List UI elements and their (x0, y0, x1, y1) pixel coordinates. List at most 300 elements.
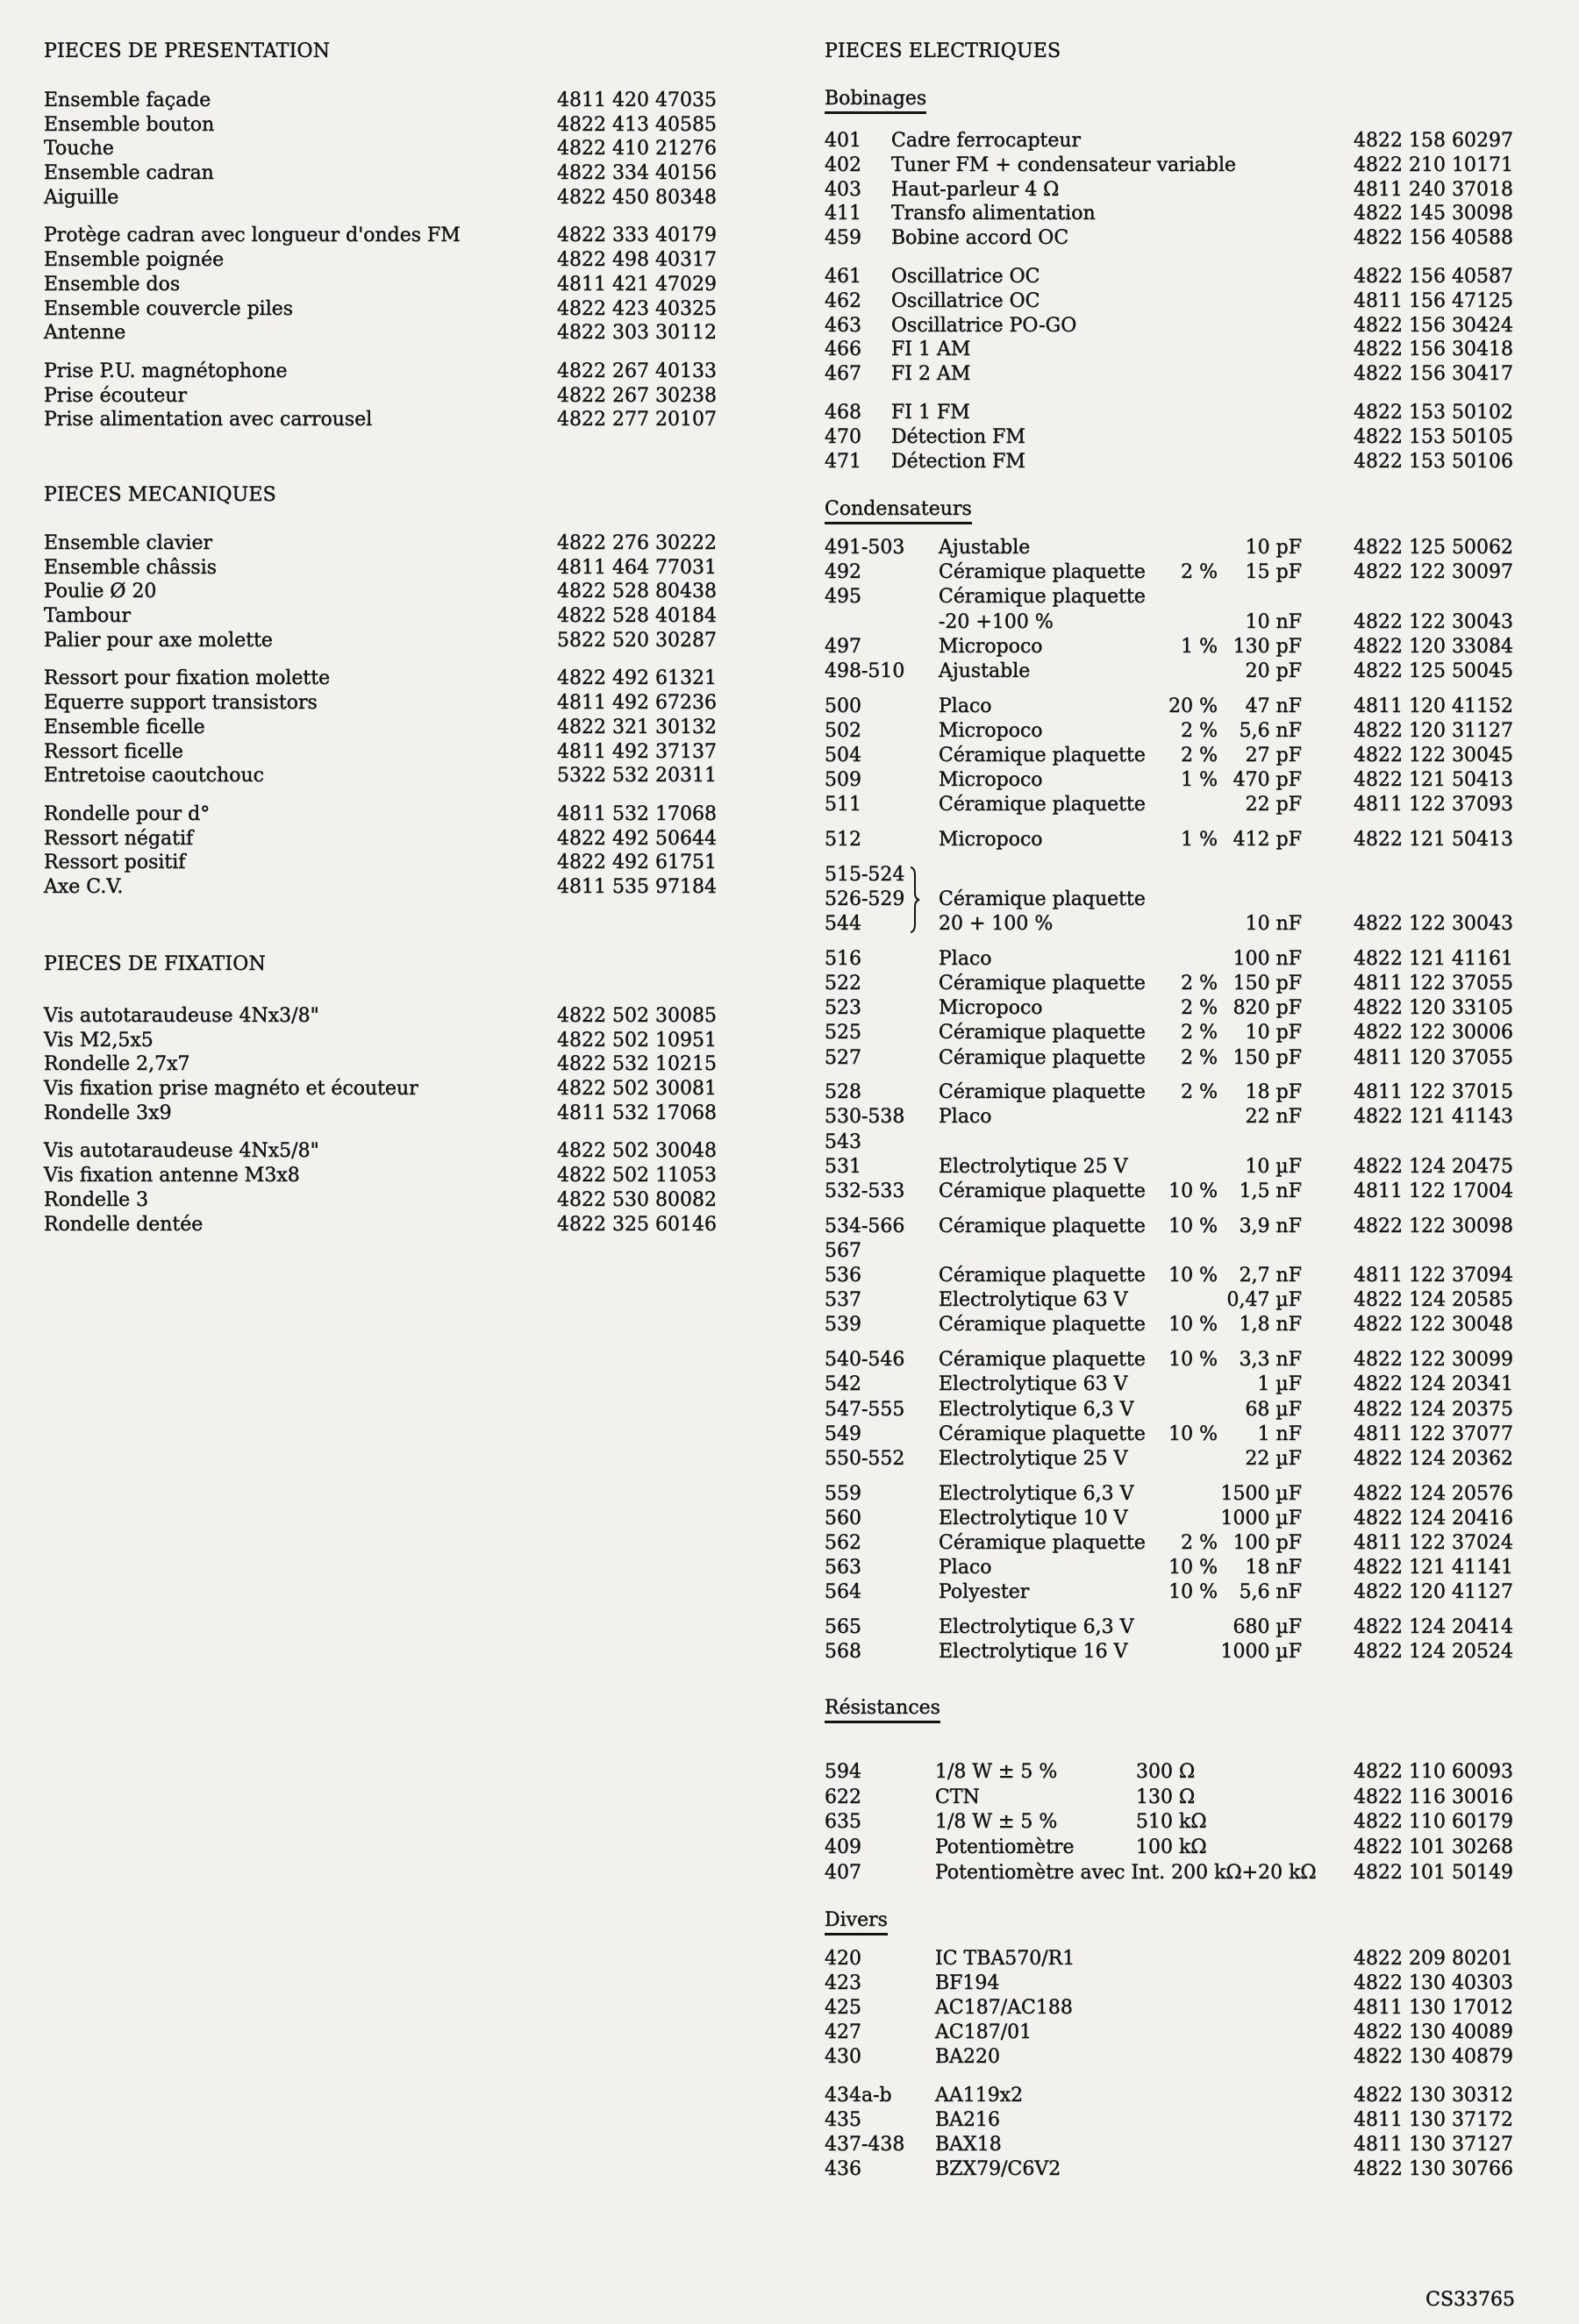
reference-number: 540-546 (825, 1349, 905, 1372)
part-description: Placo (939, 695, 992, 717)
part-description: Prise alimentation avec carrousel (44, 409, 373, 431)
part-row (825, 536, 1579, 560)
part-row (825, 719, 1579, 744)
part-row (44, 186, 763, 210)
parts-group (825, 1482, 1579, 1606)
reference-number: 437-438 (825, 2134, 905, 2156)
part-description: Prise P.U. magnétophone (44, 360, 288, 382)
tolerance: 10 % (1168, 1265, 1218, 1287)
part-row (44, 1164, 763, 1188)
part-description: Electrolytique 25 V (939, 1447, 1128, 1470)
part-number: 4811 130 37127 (1354, 2134, 1513, 2156)
value: 100 nF (1232, 947, 1302, 970)
part-number: 4822 124 20576 (1354, 1482, 1513, 1505)
part-description: Ajustable (939, 659, 1031, 682)
tolerance: 10 % (1168, 1314, 1218, 1337)
part-row (825, 1640, 1579, 1665)
part-description: Electrolytique 10 V (939, 1507, 1128, 1529)
value: 15 pF (1245, 561, 1302, 584)
parts-group (44, 1139, 763, 1237)
part-row (825, 401, 1579, 425)
presentation-parts-list (44, 89, 763, 432)
part-number: 4822 325 60146 (557, 1213, 717, 1236)
value: 1 nF (1257, 1422, 1302, 1445)
part-number: 4822 122 30045 (1354, 745, 1513, 766)
part-row (825, 1971, 1579, 1996)
fixation-parts-list (44, 1004, 763, 1237)
part-description: BA220 (935, 2046, 1001, 2068)
part-number: 4822 502 30085 (557, 1005, 717, 1027)
divers-parts-list (825, 1947, 1579, 2182)
reference-number: 471 (825, 450, 861, 473)
reference-number: 511 (825, 794, 861, 816)
part-row (825, 1947, 1579, 1971)
part-row (825, 793, 1579, 817)
part-number: 4822 410 21276 (557, 138, 717, 160)
part-description: Micropoco (939, 719, 1043, 742)
reference-number: 402 (825, 153, 861, 176)
part-row (44, 273, 763, 297)
part-row (825, 610, 1579, 635)
part-row (825, 2157, 1579, 2182)
part-row (825, 947, 1579, 972)
part-row (825, 1996, 1579, 2021)
tolerance: 10 % (1168, 1349, 1218, 1372)
tolerance: 2 % (1181, 973, 1218, 994)
part-number: 4822 158 60297 (1354, 130, 1513, 152)
tolerance: 2 % (1181, 719, 1218, 742)
section-title-fixation: PIECES DE FIXATION (44, 953, 266, 975)
part-row (825, 289, 1579, 314)
tolerance: 10 % (1168, 1180, 1218, 1202)
part-number: 4822 156 30417 (1354, 363, 1513, 386)
reference-number: 547-555 (825, 1398, 905, 1421)
part-description: Céramique plaquette (939, 1314, 1146, 1337)
part-description: Céramique plaquette (939, 1180, 1146, 1202)
part-number: 4822 124 20416 (1354, 1507, 1513, 1529)
tolerance: 10 % (1168, 1581, 1218, 1604)
reference-number: 498-510 (825, 659, 905, 682)
part-description: Potentiomètre avec Int. 200 kΩ+20 kΩ (935, 1861, 1317, 1884)
part-number: 4822 122 30048 (1354, 1314, 1513, 1337)
part-row (825, 1105, 1579, 1130)
part-number: 4822 277 20107 (557, 409, 717, 431)
tolerance: 2 % (1181, 1022, 1218, 1044)
part-row (825, 450, 1579, 474)
part-row (825, 1422, 1579, 1447)
part-row (825, 972, 1579, 996)
part-number: 4811 535 97184 (557, 875, 717, 898)
value: 3,3 nF (1239, 1349, 1302, 1372)
parts-group (44, 224, 763, 345)
reference-number: 504 (825, 745, 861, 766)
value: 18 nF (1245, 1557, 1302, 1579)
part-description: Céramique plaquette (939, 973, 1146, 994)
tolerance: 1 % (1181, 769, 1218, 792)
part-row (825, 362, 1579, 387)
part-number: 4822 110 60093 (1354, 1761, 1513, 1783)
part-description: Ensemble bouton (44, 113, 215, 136)
part-row (825, 659, 1579, 684)
part-number: 4822 333 40179 (557, 225, 717, 247)
part-number: 4822 124 20414 (1354, 1616, 1513, 1638)
part-number: 4822 502 30081 (557, 1078, 717, 1101)
part-number: 4822 156 40587 (1354, 265, 1513, 288)
value: 412 pF (1232, 829, 1302, 852)
reference-number: 534-566 (825, 1215, 905, 1237)
parts-group (825, 1080, 1579, 1204)
parts-group (825, 2084, 1579, 2182)
parts-group (825, 828, 1579, 852)
part-number: 4822 116 30016 (1354, 1786, 1513, 1808)
parts-group (44, 89, 763, 210)
part-row (825, 338, 1579, 362)
reference-number: 509 (825, 769, 861, 792)
part-number: 4822 153 50102 (1354, 401, 1513, 424)
parts-group (44, 360, 763, 432)
part-description: Vis fixation prise magnéto et écouteur (44, 1078, 418, 1101)
reference-number: 559 (825, 1482, 861, 1505)
part-row (825, 1398, 1579, 1422)
value: 68 µF (1245, 1398, 1302, 1421)
part-row (825, 1810, 1579, 1836)
part-row (825, 996, 1579, 1021)
part-number: 4822 121 41161 (1354, 947, 1513, 970)
part-description: Rondelle pour d° (44, 802, 211, 825)
part-number: 4822 156 30424 (1354, 314, 1513, 337)
part-number: 4811 156 47125 (1354, 289, 1513, 312)
part-description: Tambour (44, 605, 131, 628)
parts-group (825, 1348, 1579, 1472)
part-description: Potentiomètre (935, 1836, 1075, 1859)
part-row (44, 360, 763, 384)
part-row (44, 667, 763, 691)
parts-group (825, 1615, 1579, 1665)
part-description: Micropoco (939, 997, 1043, 1020)
part-row (825, 1239, 1579, 1264)
value: 300 Ω (1136, 1761, 1196, 1783)
part-description: Ensemble façade (44, 89, 211, 111)
part-row (825, 768, 1579, 793)
part-number: 4822 122 30043 (1354, 610, 1513, 633)
part-description: BAX18 (935, 2134, 1002, 2156)
value: 47 nF (1245, 695, 1302, 717)
reference-number: 536 (825, 1265, 861, 1287)
part-number: 4822 130 40089 (1354, 2021, 1513, 2043)
part-description: 1/8 W ± 5 % (935, 1761, 1058, 1783)
part-description: Oscillatrice PO-GO (891, 314, 1077, 337)
part-row (825, 202, 1579, 226)
part-number: 4822 125 50062 (1354, 537, 1513, 559)
value: 10 µF (1245, 1155, 1302, 1178)
part-description: Céramique plaquette (939, 586, 1146, 609)
reference-number: 522 (825, 973, 861, 994)
value: 10 nF (1245, 913, 1302, 936)
part-row (825, 1215, 1579, 1239)
part-row (44, 321, 763, 346)
part-number: 4811 122 37055 (1354, 973, 1513, 994)
part-description: Ensemble couvercle piles (44, 297, 294, 320)
reference-number: 427 (825, 2021, 861, 2043)
part-description: Ensemble clavier (44, 532, 213, 554)
part-row (44, 851, 763, 875)
value: 820 pF (1232, 997, 1302, 1020)
part-description: Cadre ferrocapteur (891, 130, 1082, 152)
reference-number: 635 (825, 1811, 861, 1834)
part-number: 4822 120 33084 (1354, 635, 1513, 658)
part-number: 4822 124 20524 (1354, 1641, 1513, 1664)
part-description: Electrolytique 6,3 V (939, 1482, 1134, 1505)
part-number: 4822 145 30098 (1354, 203, 1513, 225)
part-description: Rondelle 3 (44, 1188, 149, 1211)
part-description: Prise écouteur (44, 384, 187, 407)
reference-number: 567 (825, 1239, 861, 1262)
parts-group (825, 265, 1579, 387)
reference-number: 461 (825, 265, 861, 288)
part-number: 4822 321 30132 (557, 716, 717, 738)
value: 1500 µF (1220, 1482, 1302, 1505)
part-description: Micropoco (939, 635, 1043, 658)
part-description: Vis autotaraudeuse 4Nx5/8" (44, 1140, 319, 1163)
part-number: 4822 120 41127 (1354, 1581, 1513, 1604)
parts-group (825, 1760, 1579, 1886)
part-number: 4811 420 47035 (557, 89, 717, 111)
reference-number: 537 (825, 1289, 861, 1312)
part-number: 4822 423 40325 (557, 297, 717, 320)
part-description: Bobine accord OC (891, 227, 1069, 250)
reference-number: 495 (825, 586, 861, 609)
reference-number: 549 (825, 1422, 861, 1445)
part-description: AC187/AC188 (935, 1997, 1073, 2019)
tolerance: 10 % (1168, 1422, 1218, 1445)
part-row (825, 1130, 1579, 1155)
value: 1,5 nF (1239, 1180, 1302, 1202)
part-description: Placo (939, 947, 992, 970)
part-description: Céramique plaquette (939, 1022, 1146, 1044)
part-row (825, 863, 1579, 888)
tolerance: 2 % (1181, 561, 1218, 584)
part-description: FI 2 AM (891, 363, 971, 386)
part-row (825, 1836, 1579, 1861)
part-description: -20 +100 % (939, 610, 1054, 633)
part-number: 4822 498 40317 (557, 249, 717, 272)
part-description: Transfo alimentation (891, 203, 1096, 225)
part-number: 4822 125 50045 (1354, 659, 1513, 682)
part-description: Détection FM (891, 425, 1025, 448)
part-description: Placo (939, 1557, 992, 1579)
parts-group (825, 401, 1579, 474)
part-description: Rondelle 2,7x7 (44, 1053, 190, 1076)
part-number: 4822 101 30268 (1354, 1836, 1513, 1859)
part-description: Tuner FM + condensateur variable (891, 153, 1237, 176)
value: 20 pF (1245, 659, 1302, 682)
part-row (44, 691, 763, 716)
part-description: Vis autotaraudeuse 4Nx3/8" (44, 1005, 319, 1027)
part-number: 4811 532 17068 (557, 1101, 717, 1124)
value: 0,47 µF (1226, 1289, 1302, 1312)
reference-number: 436 (825, 2158, 861, 2180)
part-number: 5822 520 30287 (557, 629, 717, 652)
part-number: 4822 124 20362 (1354, 1447, 1513, 1470)
part-number: 4811 122 17004 (1354, 1180, 1513, 1202)
reference-number: 512 (825, 829, 861, 852)
part-number: 4822 502 11053 (557, 1165, 717, 1187)
part-description: Electrolytique 16 V (939, 1641, 1128, 1664)
part-number: 4822 153 50105 (1354, 425, 1513, 448)
part-number: 4822 124 20375 (1354, 1398, 1513, 1421)
value: 22 nF (1245, 1106, 1302, 1129)
value: 130 pF (1232, 635, 1302, 658)
part-description: Ressort ficelle (44, 740, 183, 763)
part-row (825, 265, 1579, 289)
part-description: Rondelle 3x9 (44, 1101, 172, 1124)
document-code: CS33765 (1425, 2289, 1515, 2311)
part-description: Haut-parleur 4 Ω (891, 178, 1060, 201)
part-row (44, 1139, 763, 1164)
part-row (44, 89, 763, 113)
part-number: 4811 421 47029 (557, 273, 717, 296)
part-row (825, 828, 1579, 852)
part-row (825, 1531, 1579, 1556)
part-row (825, 1507, 1579, 1531)
reference-number: 531 (825, 1155, 861, 1178)
value: 130 Ω (1136, 1786, 1196, 1808)
part-row (825, 695, 1579, 719)
part-description: Equerre support transistors (44, 692, 318, 715)
part-description: Aiguille (44, 186, 119, 209)
tolerance: 2 % (1181, 997, 1218, 1020)
part-number: 4822 120 31127 (1354, 719, 1513, 742)
part-row (44, 875, 763, 900)
tolerance: 1 % (1181, 635, 1218, 658)
part-row (44, 531, 763, 556)
part-number: 4822 101 50149 (1354, 1861, 1513, 1884)
part-row (825, 1556, 1579, 1580)
part-number: 4822 156 30418 (1354, 339, 1513, 361)
value: 10 pF (1245, 537, 1302, 559)
reference-number: 462 (825, 289, 861, 312)
part-description: Placo (939, 1106, 992, 1129)
part-number: 4811 120 41152 (1354, 695, 1513, 717)
part-row (44, 740, 763, 765)
value: 680 µF (1232, 1616, 1302, 1638)
part-row (44, 556, 763, 581)
section-title-presentation: PIECES DE PRESENTATION (44, 40, 331, 62)
part-row (825, 560, 1579, 585)
part-number: 4822 122 30043 (1354, 913, 1513, 936)
part-description: Ensemble dos (44, 273, 181, 296)
tolerance: 1 % (1181, 829, 1218, 852)
part-description: BZX79/C6V2 (935, 2158, 1061, 2180)
part-row (825, 2133, 1579, 2157)
value: 5,6 nF (1239, 719, 1302, 742)
part-description: Céramique plaquette (939, 1046, 1146, 1069)
part-number: 4822 267 30238 (557, 384, 717, 407)
part-number: 4822 267 40133 (557, 360, 717, 382)
part-number: 4822 130 40303 (1354, 1972, 1513, 1994)
part-number: 4822 130 30766 (1354, 2158, 1513, 2180)
part-number: 4822 124 20475 (1354, 1155, 1513, 1178)
part-description: AA119x2 (935, 2085, 1024, 2107)
parts-group (825, 129, 1579, 251)
tolerance: 2 % (1181, 745, 1218, 766)
part-description: Ressort positif (44, 852, 186, 874)
part-row (825, 912, 1579, 937)
part-row (44, 408, 763, 432)
part-row (825, 1264, 1579, 1288)
part-description: BF194 (935, 1972, 1000, 1994)
tolerance: 2 % (1181, 1081, 1218, 1104)
part-description: Céramique plaquette (939, 1265, 1146, 1287)
part-number: 4822 450 80348 (557, 186, 717, 209)
part-description: Céramique plaquette (939, 561, 1146, 584)
parts-group (825, 1947, 1579, 2070)
part-number: 4811 240 37018 (1354, 178, 1513, 201)
part-row (44, 297, 763, 322)
part-row (44, 1029, 763, 1053)
part-description: Micropoco (939, 829, 1043, 852)
part-description: Céramique plaquette (939, 794, 1146, 816)
part-description: 20 + 100 % (939, 913, 1054, 936)
part-row (44, 827, 763, 852)
part-row (825, 1447, 1579, 1472)
reference-number: 409 (825, 1836, 861, 1859)
reference-number: 463 (825, 314, 861, 337)
part-number: 4822 121 41141 (1354, 1557, 1513, 1579)
part-number: 4822 303 30112 (557, 322, 717, 345)
tolerance: 2 % (1181, 1531, 1218, 1554)
part-row (825, 2084, 1579, 2108)
reference-number: 492 (825, 561, 861, 584)
part-description: Vis M2,5x5 (44, 1029, 154, 1052)
part-row (825, 2108, 1579, 2133)
part-number: 4811 122 37093 (1354, 794, 1513, 816)
part-row (825, 1615, 1579, 1640)
part-number: 4822 124 20585 (1354, 1289, 1513, 1312)
part-description: Palier pour axe molette (44, 629, 273, 652)
tolerance: 20 % (1168, 695, 1218, 717)
part-description: Céramique plaquette (939, 1081, 1146, 1104)
reference-number: 430 (825, 2046, 861, 2068)
part-description: Ensemble poignée (44, 249, 225, 272)
part-number: 4822 122 30099 (1354, 1349, 1513, 1372)
reference-number: 528 (825, 1081, 861, 1104)
reference-number: 467 (825, 363, 861, 386)
part-row (44, 629, 763, 653)
part-number: 4822 156 40588 (1354, 227, 1513, 250)
part-description: Poulie Ø 20 (44, 581, 157, 603)
subsection-title-resistances: Résistances (825, 1696, 940, 1723)
reference-number: 516 (825, 947, 861, 970)
parts-group (825, 947, 1579, 1071)
reference-number: 515-524 (825, 863, 905, 886)
part-number: 4811 122 37077 (1354, 1422, 1513, 1445)
part-row (825, 1080, 1579, 1105)
subsection-title-bobinages: Bobinages (825, 87, 926, 114)
part-number: 4822 502 30048 (557, 1140, 717, 1163)
part-row (825, 1180, 1579, 1204)
part-row (825, 1861, 1579, 1886)
part-row (44, 224, 763, 248)
part-row (825, 2021, 1579, 2045)
part-description: AC187/01 (935, 2021, 1032, 2043)
part-row (44, 1004, 763, 1029)
part-number: 4822 121 50413 (1354, 769, 1513, 792)
part-row (825, 1348, 1579, 1372)
reference-number: 622 (825, 1786, 861, 1808)
tolerance: 2 % (1181, 1046, 1218, 1069)
value: 22 µF (1245, 1447, 1302, 1470)
